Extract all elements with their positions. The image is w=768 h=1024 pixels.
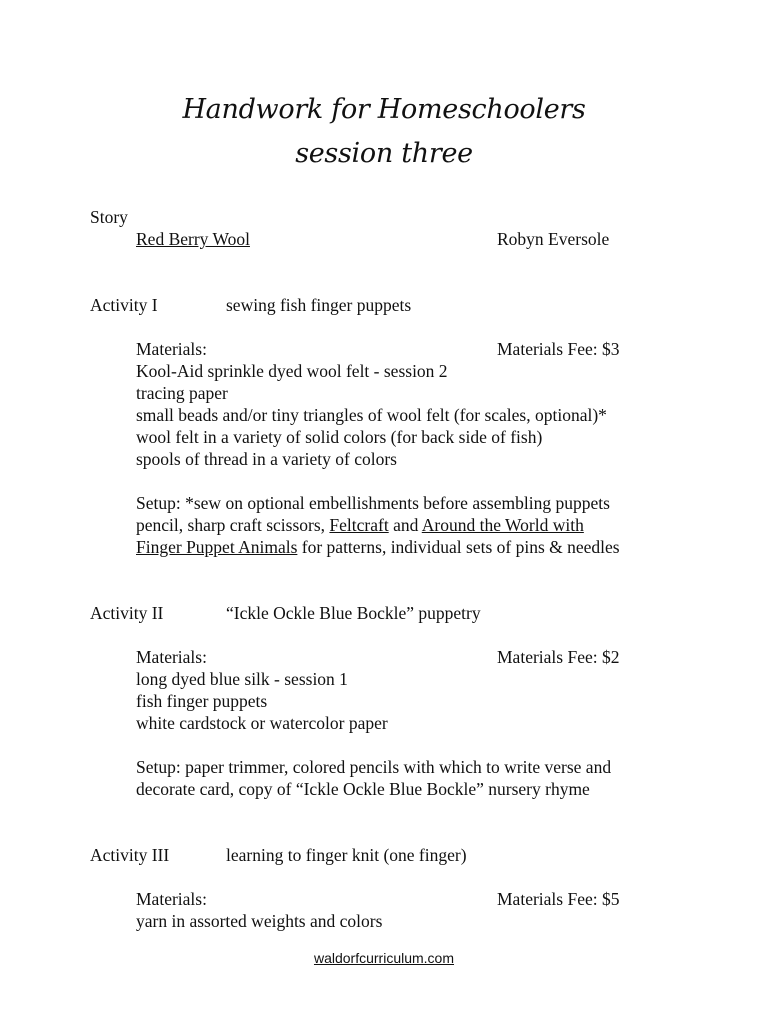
activity-2-material-item: white cardstock or watercolor paper [136, 713, 388, 733]
activity-1-material-item: spools of thread in a variety of colors [136, 449, 397, 469]
page-subtitle: session three [295, 138, 473, 169]
setup-text: pencil, sharp craft scissors, [136, 515, 330, 535]
activity-3-materials-label: Materials: [136, 889, 207, 909]
footer-website-link[interactable]: waldorfcurriculum.com [313, 950, 455, 966]
story-label: Story [90, 207, 128, 227]
activity-1-label: Activity I [90, 295, 158, 315]
activity-3-fee: Materials Fee: $5 [497, 889, 620, 909]
story-book-title: Red Berry Wool [136, 229, 250, 249]
setup-text: and [388, 515, 422, 535]
activity-1-setup-line: Setup: *sew on optional embellishments before assembling puppets [136, 493, 610, 513]
setup-text: for patterns, individual sets of pins & needles [297, 537, 620, 557]
activity-2-name: “Ickle Ockle Blue Bockle” puppetry [226, 603, 481, 623]
activity-2-fee: Materials Fee: $2 [497, 647, 620, 667]
activity-3-name: learning to finger knit (one finger) [226, 845, 467, 865]
activity-1-setup-line [136, 536, 620, 558]
activity-2-materials-label: Materials: [136, 647, 207, 667]
activity-1-material-item: small beads and/or tiny triangles of wool felt (for scales, optional)* [136, 405, 607, 425]
activity-2-material-item: fish finger puppets [136, 691, 268, 711]
page-title: Handwork for Homeschoolers [182, 94, 586, 125]
activity-1-material-item: Kool-Aid sprinkle dyed wool felt - session 2 [136, 361, 448, 381]
activity-3-label: Activity III [90, 845, 170, 865]
finger-puppet-book-title: Around the World with [421, 515, 584, 535]
activity-1-setup-line [136, 514, 584, 536]
activity-2-label: Activity II [90, 603, 164, 623]
activity-1-fee: Materials Fee: $3 [497, 339, 620, 359]
activity-2-material-item: long dyed blue silk - session 1 [136, 669, 348, 689]
activity-2-setup-line: decorate card, copy of “Ickle Ockle Blue Bockle” nursery rhyme [136, 779, 590, 799]
activity-1-name: sewing fish finger puppets [226, 295, 412, 315]
activity-3-material-item: yarn in assorted weights and colors [136, 911, 383, 931]
activity-1-materials-label: Materials: [136, 339, 207, 359]
activity-2-setup-line: Setup: paper trimmer, colored pencils with which to write verse and [136, 757, 612, 777]
activity-1-material-item: wool felt in a variety of solid colors (for back side of fish) [136, 427, 543, 447]
feltcraft-book-title: Feltcraft [329, 515, 389, 535]
activity-1-material-item: tracing paper [136, 383, 228, 403]
finger-puppet-book-title-cont: Finger Puppet Animals [136, 537, 298, 557]
story-author: Robyn Eversole [497, 229, 610, 249]
